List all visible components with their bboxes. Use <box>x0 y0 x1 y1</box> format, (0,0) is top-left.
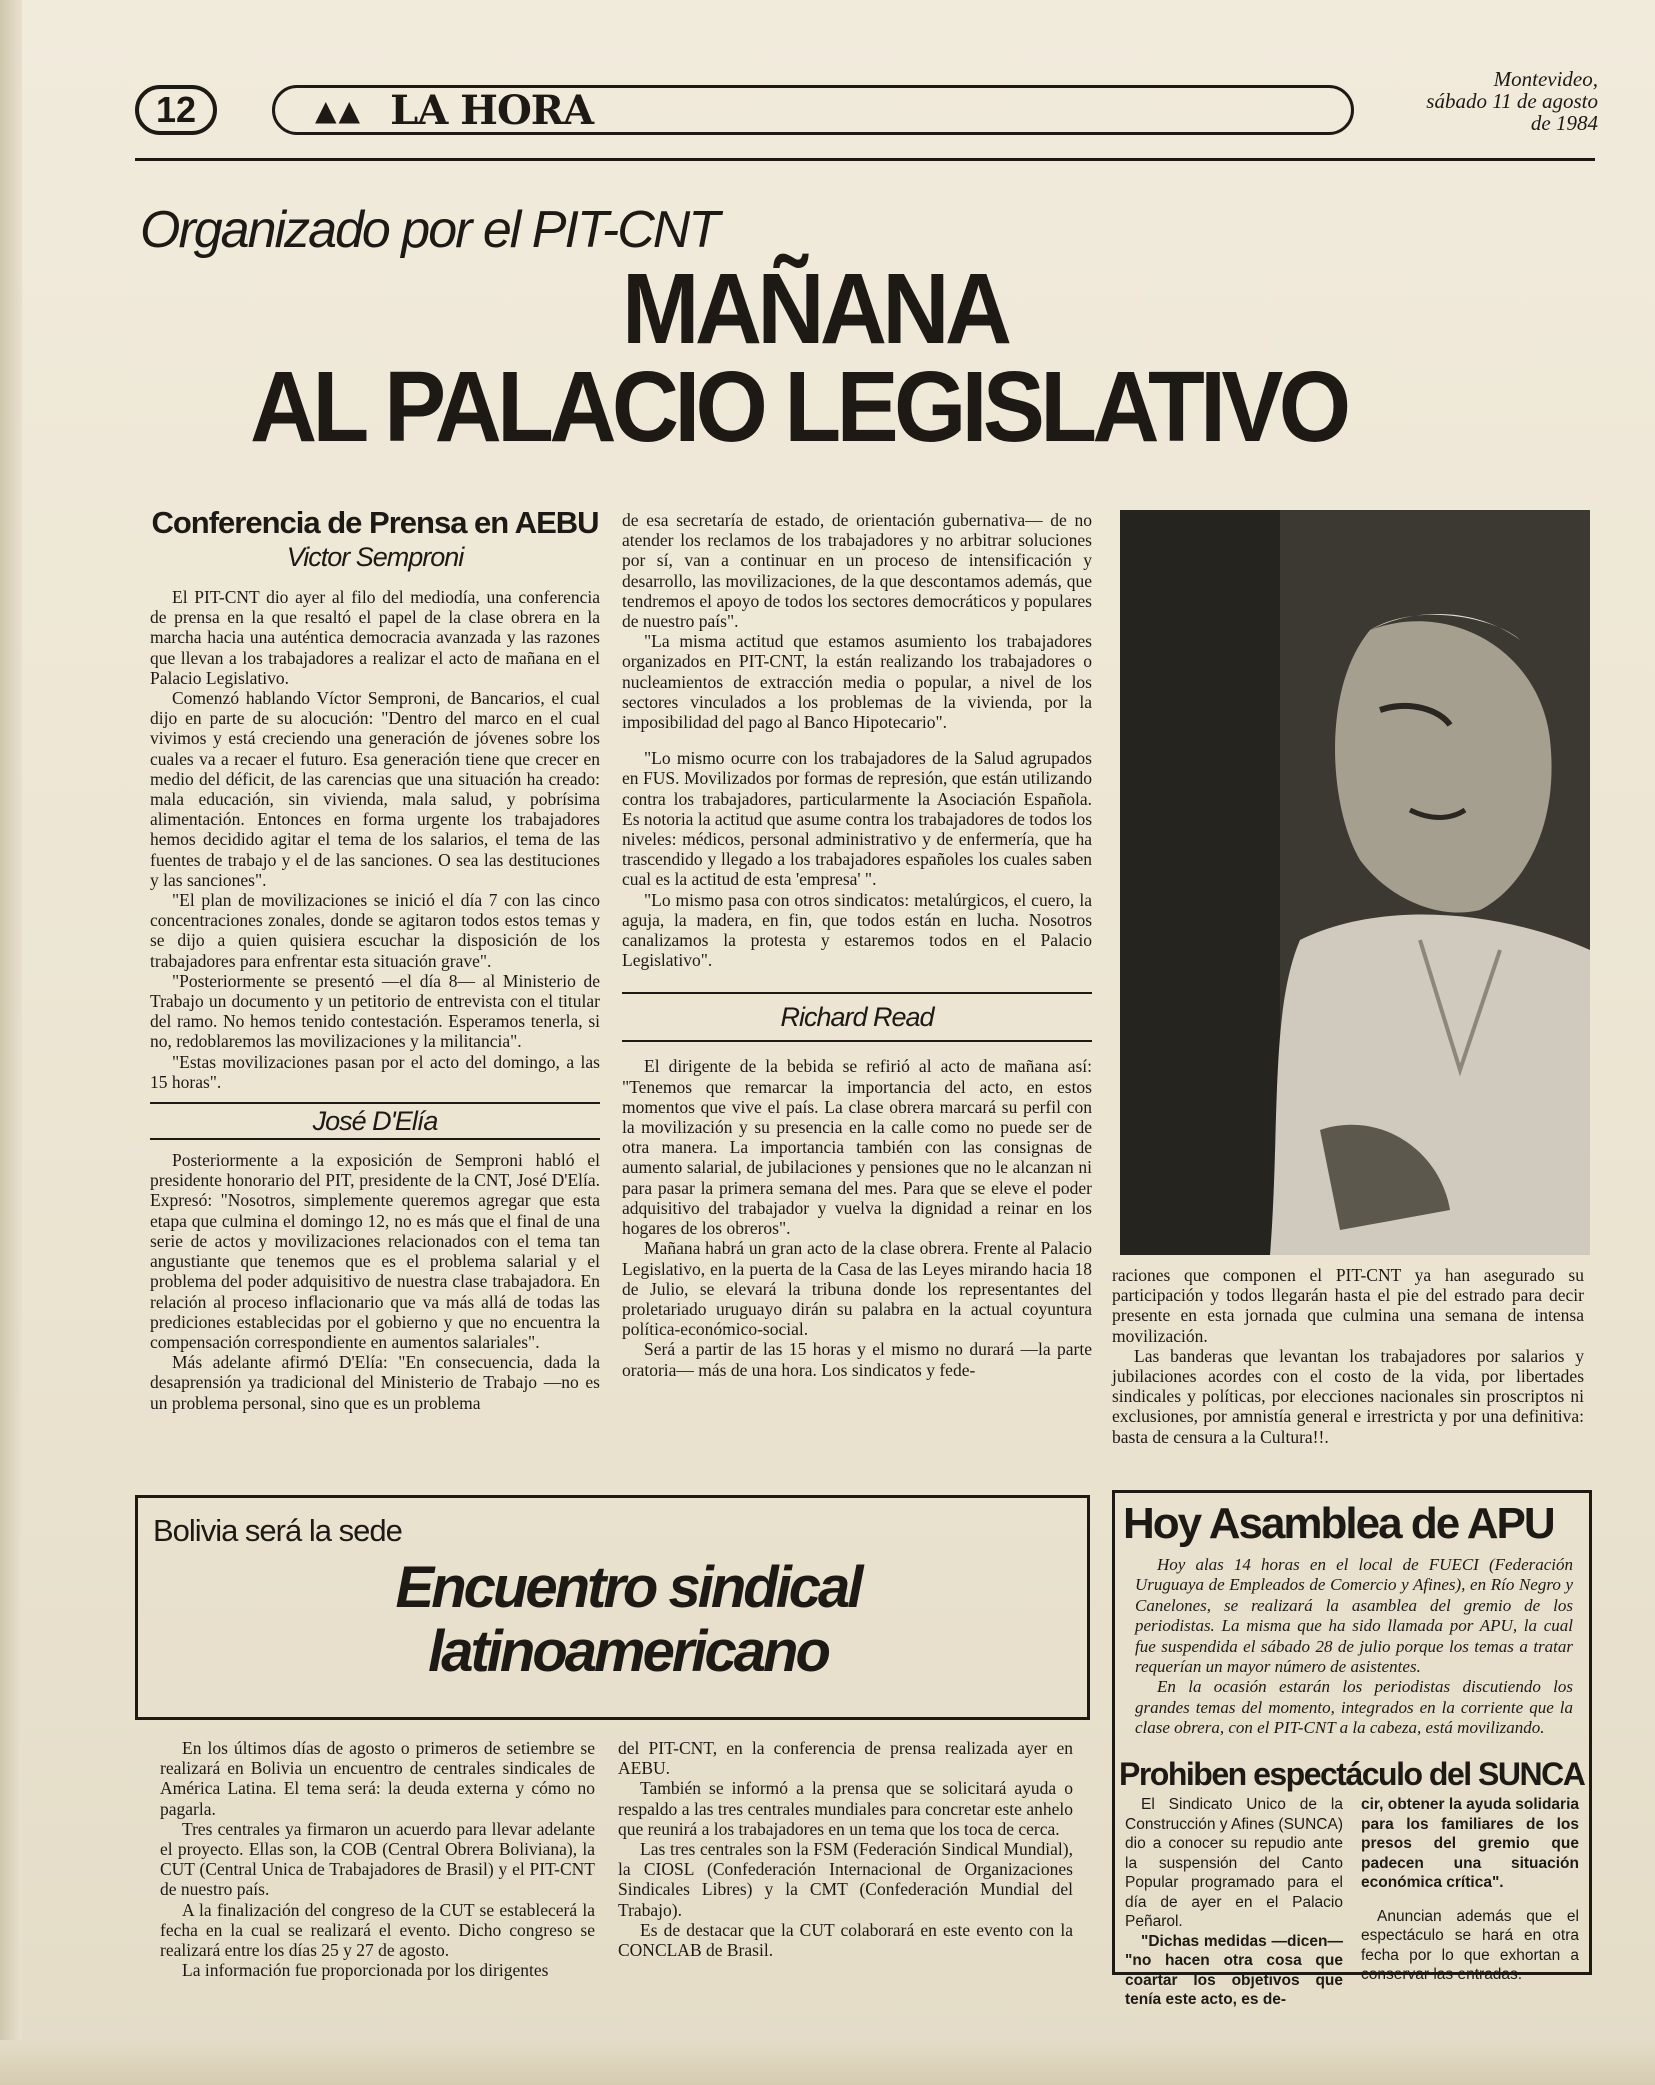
section-title: Conferencia de Prensa en AEBU <box>151 505 599 540</box>
sunca-title: Prohiben espectáculo del SUNCA <box>1119 1756 1585 1792</box>
paragraph: "Posteriormente se presentó —el día 8— al Ministerio de Trabajo un documento y un petitorio de entrevista con el titular del ramo. No hemos tenido contestación. Esperamos tenerla, si no, redoblaremos las movilizaciones y la militancia". <box>150 970 600 1052</box>
paragraph: Mañana habrá un gran acto de la clase obrera. Frente al Palacio Legislativo, en la puerta de la Casa de las Leyes mirando hacia 18 de Julio, se elevará la tribuna donde los representantes del proletariado uruguayo dirán su palabra en la actual coyuntura política-económico-social. <box>622 1238 1092 1340</box>
paragraph: Hoy alas 14 horas en el local de FUECI (Federación Uruguaya de Empleados de Comercio y Afines), en Río Negro y Canelones, se realizará la asamblea del gremio de los periodistas. La misma que ha sido llamada por APU, la cual fue suspendida el sábado 28 de julio porque los temas a tratar requerían un mayor número de asistentes. <box>1135 1555 1573 1677</box>
bolivia-headline-box <box>135 1495 1090 1720</box>
paragraph: Será a partir de las 15 horas y el mismo no durará —la parte oratoria— más de una hora. Los sindicatos y fede- <box>622 1339 1092 1380</box>
paragraph: "Lo mismo pasa con otros sindicatos: metalúrgicos, el cuero, la aguja, la madera, en fin, que todos están en lucha. Nosotros canalizamos la protesta y estaremos todos en el Palacio Legislativo". <box>622 889 1092 971</box>
bolivia-column-1 <box>160 1738 595 1980</box>
paragraph: Comenzó hablando Víctor Semproni, de Bancarios, el cual dijo en parte de su alocución: "Dentro del marco en el cual vivimos y está creciendo una generación de jóvenes sobre los cuales va a recaer el futuro. Esa generación tiene que crecer en medio del déficit, de las carencias que una situación ha creado: mala educación, sin vivienda, mala salud, y pobrísima alimentación. Entonces en forma urgente los trabajadores hemos decidido agitar el tema de los salarios, el tema de las fuentes de trabajo y el de las sanciones. O sea las destituciones y las sanciones". <box>150 688 600 890</box>
paragraph: "El plan de movilizaciones se inició el día 7 con las cinco concentraciones zonales, donde se agitaron todos estos temas y se dijo a quien quisiera escuchar la disposición de los trabajadores para enfrentar esta situación grave". <box>150 890 600 971</box>
paragraph: "Estas movilizaciones pasan por el acto del domingo, a las 15 horas". <box>150 1051 600 1092</box>
paragraph: "La misma actitud que estamos asumiento los trabajadores organizados en PIT-CNT, la están realizando los trabajadores o nucleamientos de extracción media o popular, a nivel de los sectores vinculados a los problemas de la vivienda, por la imposibilidad del pago al Banco Hipotecario". <box>622 631 1092 733</box>
article-column-1 <box>150 505 600 1413</box>
subhead-delia: José D'Elía <box>312 1106 438 1137</box>
paragraph: cir, obtener la ayuda solidaria para los familiares de los presos del gremio que padecen una situación económica crítica". <box>1361 1796 1579 1891</box>
page-bottom-edge <box>0 2040 1655 2085</box>
subhead-read: Richard Read <box>780 1002 934 1033</box>
portrait-photo <box>1120 510 1590 1255</box>
paragraph: Es de destacar que la CUT colaborará en este evento con la CONCLAB de Brasil. <box>618 1919 1073 1961</box>
dateline <box>1426 68 1598 134</box>
dateline-year: de 1984 <box>1530 111 1598 135</box>
dateline-day: sábado 11 de agosto <box>1426 89 1598 113</box>
bolivia-title-line-1: Encuentro sindical <box>395 1555 861 1620</box>
paragraph: Las tres centrales son la FSM (Federación Sindical Mundial), la CIOSL (Confederación Internacional de Organizaciones Sindicales Libres) y la CMT (Confederación Mundial del Trabajo). <box>618 1839 1073 1920</box>
paragraph: Posteriormente a la exposición de Semproni habló el presidente honorario del PIT, presidente de la CNT, José D'Elía. Expresó: "Nosotros, simplemente queremos agregar que esta etapa que culmina el domingo 12, no es más que el final de una serie de actos y movilizaciones relacionados con el tema tan angustiante que tenemos que es el problema salarial y el problema del poder adquisitivo de nuestra clase trabajadora. En relación al proceso inflacionario que va más allá de todas las prediciones establecidas por el gobierno y que no encuentra la compensación correspondiente en aumentos salariales". <box>150 1150 600 1352</box>
headline-line-1: MAÑANA <box>622 253 1008 365</box>
headline-line-2: AL PALACIO LEGISLATIVO <box>250 351 1347 463</box>
paragraph: El PIT-CNT dio ayer al filo del mediodía, una conferencia de prensa en la que resaltó el papel de la clase obrera en la marcha hacia una auténtica democracia avanzada y las razones que llevan a los trabajadores a realizar el acto de mañana en el Palacio Legislativo. <box>150 587 600 688</box>
paragraph: La información fue proporcionada por los dirigentes <box>182 1960 549 1981</box>
paragraph: "Lo mismo ocurre con los trabajadores de la Salud agrupados en FUS. Movilizados por formas de represión, que están utilizando contra los trabajadores, particularmente la Asociación Española. Es notoria la actitud que asume contra los trabajadores de todos los niveles: médicos, personal administrativo y de enfermería, que ha trascendido y llegado a los trabajadores españoles los cuales saben cual es la actitud de esta 'empresa' ". <box>622 748 1092 890</box>
paragraph: Las banderas que levantan los trabajadores por salarios y jubilaciones acordes con el costo de la vida, por libertades sindicales y políticas, por elecciones nacionales sin proscriptos ni exclusiones, por amnistía general e irrestricta y por una definitiva: basta de censura a la Cultura!!. <box>1112 1345 1584 1447</box>
paragraph: raciones que componen el PIT-CNT ya han asegurado su participación y todos llegarán hasta el pie del estrado para decir presente en esta jornada que culmina una semana de intensa movilización. <box>1112 1265 1584 1346</box>
newspaper-logo: LA HORA <box>390 86 594 134</box>
paragraph: En la ocasión estarán los periodistas discutiendo los grandes temas del momento, integrados en la corriente que la clase obrera, con el PIT-CNT a la cabeza, está movilizando. <box>1135 1677 1573 1738</box>
portrait-illustration <box>1120 510 1590 1255</box>
article-column-2 <box>622 510 1092 1380</box>
paragraph: A la finalización del congreso de la CUT se establecerá la fecha en la cual se realizará el evento. Dicho congreso se realizará entre los días 25 y 27 de agosto. <box>160 1899 595 1961</box>
headline-kicker: Organizado por el PIT-CNT <box>140 201 719 259</box>
masthead-banner <box>272 85 1354 135</box>
subhead-rule <box>150 1138 600 1140</box>
paragraph: El Sindicato Unico de la Construcción y Afines (SUNCA) dio a conocer su repudio ante la suspensión del Canto Popular programado para el día de ayer en el Palacio Peñarol. <box>1125 1796 1343 1930</box>
dateline-city: Montevideo, <box>1493 67 1598 91</box>
subhead-rule <box>622 1040 1092 1042</box>
bolivia-title-line-2: latinoamericano <box>428 1619 828 1684</box>
bolivia-title <box>218 1556 1038 1684</box>
page-number: 12 <box>135 85 217 135</box>
bolivia-column-2 <box>618 1738 1073 1960</box>
article-column-3 <box>1112 1265 1584 1447</box>
sunca-column-1 <box>1125 1795 1343 2010</box>
paragraph: También se informó a la prensa que se solicitará ayuda o respaldo a las tres centrales mundiales para concretar este anhelo que reunirá a los trabajadores en un tema que los toca de cerca. <box>618 1778 1073 1839</box>
paragraph: En los últimos días de agosto o primeros de setiembre se realizará en Bolivia un encuentro de centrales sindicales de América Latina. El tema será: la deuda externa y cómo no pagarla. <box>160 1738 595 1819</box>
section-byline: Victor Semproni <box>286 542 464 572</box>
page-binding-edge <box>0 0 22 2085</box>
paragraph: Anuncian además que el espectáculo se hará en otra fecha por lo que exhortan a conservar las entradas. <box>1361 1907 1579 1983</box>
paragraph: del PIT-CNT, en la conferencia de prensa realizada ayer en AEBU. <box>618 1738 1073 1779</box>
stars-icon: ▲▲ <box>315 93 363 127</box>
paragraph: Tres centrales ya firmaron un acuerdo para llevar adelante el proyecto. Ellas son, la COB (Central Obrera Boliviana), la CUT (Central Unica de Trabajadores de Brasil) y el PIT-CNT de nuestro país. <box>160 1818 595 1900</box>
bolivia-kicker: Bolivia será la sede <box>153 1513 402 1548</box>
paragraph: de esa secretaría de estado, de orientación gubernativa— de no atender los reclamos de los trabajadores y no arbitrar soluciones por sí, van a continuar en un proceso de intensificación y desarrollo, las movilizaciones, de la que descontamos además, que tendremos el apoyo de todos los sectores democráticos y populares de nuestro país". <box>622 510 1092 632</box>
apu-sunca-box <box>1112 1490 1592 2008</box>
paragraph: Más adelante afirmó D'Elía: "En consecuencia, dada la desaprensión ya tradicional del Ministerio de Trabajo —no es un problema personal, sino que es un problema <box>150 1352 600 1413</box>
masthead-rule <box>135 158 1595 161</box>
paragraph: "Dichas medidas —dicen— "no hacen otra cosa que coartar los objetivos que tenía este acto, es de- <box>1125 1932 1343 2008</box>
paragraph: El dirigente de la bebida se refirió al acto de mañana así: "Tenemos que remarcar la importancia del acto, en estos momentos que vive el país. La clase obrera marcará su perfil con la movilización y su presencia en la calle como no puede ser de otra manera. La importancia también con las consignas de aumento salarial, de jubilaciones y pensiones que no le alcanzan ni para pasar la primera semana del mes. Para que se eleve el poder adquisitivo del trabajador y vuelva la dignidad a reinar en los hogares de los obreros". <box>622 1056 1092 1239</box>
apu-text <box>1135 1555 1573 1739</box>
apu-title: Hoy Asamblea de APU <box>1123 1499 1554 1548</box>
main-headline <box>250 253 1366 463</box>
sunca-column-2 <box>1361 1795 1579 1985</box>
